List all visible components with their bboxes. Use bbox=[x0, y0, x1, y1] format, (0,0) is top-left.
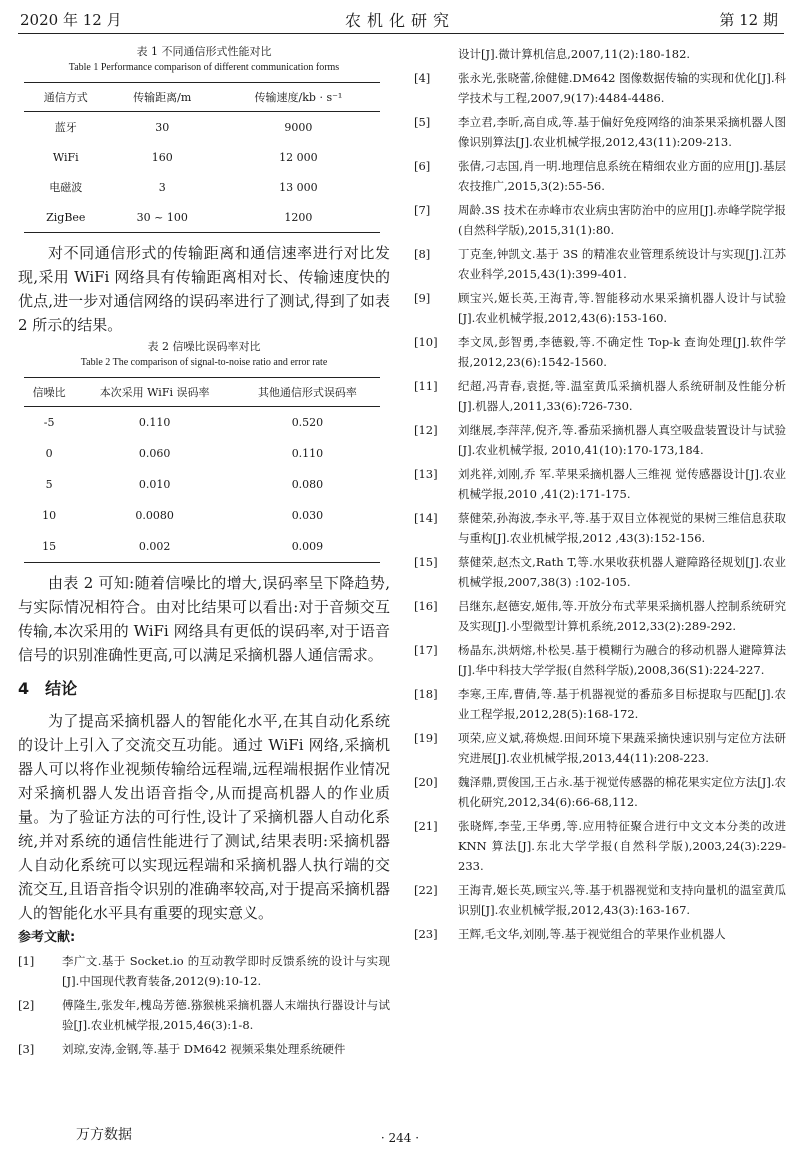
table-cell: 0.110 bbox=[138, 416, 171, 429]
reference-item bbox=[414, 508, 786, 548]
page-number: · 244 · bbox=[380, 1131, 420, 1145]
section-heading-conclusion bbox=[18, 677, 390, 701]
section-title: 结论 bbox=[45, 679, 78, 698]
reference-text: 张倩,刁志国,肖一明.地理信息系统在精细农业方面的应用[J].基层农技推广,2015,3(2):55-56. bbox=[458, 159, 786, 193]
table-cell: 0.110 bbox=[291, 447, 324, 460]
reference-text: 纪超,冯青春,袁挺,等.温室黄瓜采摘机器人系统研制及性能分析[J].机器人,2011,33(6):726-730. bbox=[458, 379, 786, 413]
reference-item bbox=[414, 68, 786, 108]
reference-number: [20] bbox=[414, 775, 438, 789]
reference-number: [7] bbox=[414, 203, 431, 217]
right-column bbox=[414, 44, 786, 948]
references-heading: 参考文献: bbox=[18, 930, 76, 945]
reference-text: 杨晶东,洪炳熔,朴松昊.基于模糊行为融合的移动机器人避障算法[J].华中科技大学学报(自然科学版),2008,36(S1):224-227. bbox=[458, 643, 786, 677]
reference-number: [17] bbox=[414, 643, 438, 657]
reference-item bbox=[414, 44, 786, 64]
reference-text: 李文凤,彭智勇,李德毅,等.不确定性 Top-k 查询处理[J].软件学报,2012,23(6):1542-1560. bbox=[458, 335, 786, 369]
reference-text: 刘琼,安涛,金钢,等.基于 DM642 视频采集处理系统硬件 bbox=[62, 1042, 346, 1056]
footer-source: 万方数据 bbox=[76, 1127, 132, 1143]
table-cell: 5 bbox=[45, 478, 53, 491]
reference-number: [4] bbox=[414, 71, 431, 85]
table1-header-row bbox=[24, 83, 380, 112]
table-cell: 13 000 bbox=[279, 180, 318, 194]
left-column bbox=[18, 44, 390, 1063]
reference-item bbox=[414, 552, 786, 592]
reference-number: [11] bbox=[414, 379, 438, 393]
reference-text: 设计[J].微计算机信息,2007,11(2):180-182. bbox=[458, 47, 691, 61]
journal-title: 农机化研究 bbox=[344, 11, 455, 30]
reference-text: 张永光,张晓蕾,徐健健.DM642 图像数据传输的实现和优化[J].科学技术与工程,2007,9(17):4484-4486. bbox=[458, 71, 786, 105]
table1-header-cell: 传输速度/kb · s⁻¹ bbox=[217, 83, 380, 112]
references-list-right bbox=[414, 44, 786, 944]
reference-number: [22] bbox=[414, 883, 438, 897]
reference-number: [12] bbox=[414, 423, 438, 437]
references-list-left bbox=[18, 951, 390, 1059]
reference-item bbox=[414, 640, 786, 680]
table-cell: 15 bbox=[24, 531, 74, 563]
reference-item bbox=[414, 112, 786, 152]
table-cell: 0.0080 bbox=[135, 509, 174, 522]
reference-number: [13] bbox=[414, 467, 438, 481]
table-cell: 0.030 bbox=[291, 509, 324, 522]
table-row bbox=[24, 469, 380, 500]
section-number: 4 bbox=[18, 679, 30, 698]
reference-number: [19] bbox=[414, 731, 438, 745]
reference-text: 周龄.3S 技术在赤峰市农业病虫害防治中的应用[J].赤峰学院学报(自然科学版),2015,31(1):80. bbox=[458, 203, 786, 237]
reference-text: 王辉,毛文华,刘刚,等.基于视觉组合的苹果作业机器人 bbox=[458, 927, 726, 941]
table2-header-cell: 信噪比 bbox=[24, 378, 74, 407]
reference-item bbox=[414, 200, 786, 240]
table-cell: 9000 bbox=[284, 120, 313, 134]
reference-item bbox=[18, 951, 390, 991]
table2-header-row bbox=[24, 378, 380, 407]
reference-number: [9] bbox=[414, 291, 431, 305]
table-cell: 160 bbox=[151, 150, 173, 164]
reference-number: [2] bbox=[18, 998, 35, 1012]
table-cell: WiFi bbox=[52, 150, 79, 164]
reference-item bbox=[414, 332, 786, 372]
running-header bbox=[0, 0, 800, 34]
paragraph-analysis: 由表 2 可知:随着信噪比的增大,误码率呈下降趋势,与实际情况相符合。由对比结果可以看出:对于音频交互传输,本次采用的 WiFi 网络具有更低的误码率,对于语音信号的识别准确性更高,可以满足采摘机器人通信需求。 bbox=[18, 574, 390, 664]
reference-item bbox=[414, 728, 786, 768]
reference-number: [23] bbox=[414, 927, 438, 941]
table-cell: 电磁波 bbox=[49, 181, 83, 194]
table-row bbox=[24, 202, 380, 233]
reference-number: [14] bbox=[414, 511, 438, 525]
table-cell: 12 000 bbox=[279, 150, 318, 164]
reference-text: 魏泽鼎,贾俊国,王占永.基于视觉传感器的棉花果实定位方法[J].农机化研究,2012,34(6):66-68,112. bbox=[458, 775, 786, 809]
reference-item bbox=[18, 1039, 390, 1059]
reference-number: [8] bbox=[414, 247, 431, 261]
reference-text: 张晓辉,李莹,王华勇,等.应用特征聚合进行中文文本分类的改进 KNN 算法[J].东北大学学报(自然科学版),2003,24(3):229-233. bbox=[458, 819, 786, 873]
issue-number: 第 12 期 bbox=[719, 11, 778, 29]
reference-text: 蔡健荣,孙海波,李永平,等.基于双目立体视觉的果树三维信息获取与重构[J].农业机械学报,2012 ,43(3):152-156. bbox=[458, 511, 786, 545]
reference-item bbox=[414, 772, 786, 812]
reference-item bbox=[18, 995, 390, 1035]
table-cell: 1200 bbox=[217, 202, 380, 233]
table1 bbox=[24, 82, 380, 233]
reference-text: 项荣,应义斌,蒋焕煜.田间环境下果蔬采摘快速识别与定位方法研究进展[J].农业机械学报,2013,44(11):208-223. bbox=[458, 731, 786, 765]
reference-number: [3] bbox=[18, 1042, 35, 1056]
reference-number: [5] bbox=[414, 115, 431, 129]
table-cell: 3 bbox=[158, 180, 166, 194]
table-row bbox=[24, 142, 380, 172]
table-cell: 0.009 bbox=[235, 531, 380, 563]
reference-text: 李广文.基于 Socket.io 的互动教学即时反馈系统的设计与实现[J].中国现代教育装备,2012(9):10-12. bbox=[62, 954, 390, 988]
table-row bbox=[24, 172, 380, 202]
table-cell: 蓝牙 bbox=[54, 121, 77, 134]
reference-number: [16] bbox=[414, 599, 438, 613]
table-cell: ZigBee bbox=[24, 202, 108, 233]
reference-item bbox=[414, 244, 786, 284]
reference-text: 顾宝兴,姬长英,王海青,等.智能移动水果采摘机器人设计与试验[J].农业机械学报,2012,43(6):153-160. bbox=[458, 291, 786, 325]
reference-text: 李寒,王库,曹倩,等.基于机器视觉的番茄多目标提取与匹配[J].农业工程学报,2012,28(5):168-172. bbox=[458, 687, 786, 721]
table1-caption-en: Table 1 Performance comparison of different communication forms bbox=[68, 62, 340, 73]
table-row bbox=[24, 112, 380, 143]
table-cell: 30 bbox=[155, 120, 170, 134]
table1-header-cell: 传输距离/m bbox=[108, 83, 217, 112]
reference-item bbox=[414, 684, 786, 724]
reference-number: [10] bbox=[414, 335, 438, 349]
reference-text: 吕继东,赵德安,姬伟,等.开放分布式苹果采摘机器人控制系统研究及实现[J].小型微型计算机系统,2012,33(2):289-292. bbox=[458, 599, 786, 633]
header-date: 2020 年 12 月 bbox=[20, 11, 122, 29]
reference-item bbox=[414, 464, 786, 504]
table-row bbox=[24, 407, 380, 439]
reference-item bbox=[414, 596, 786, 636]
reference-item bbox=[414, 816, 786, 876]
table-cell: 30 ~ 100 bbox=[108, 202, 217, 233]
reference-item bbox=[414, 924, 786, 944]
table-row bbox=[24, 500, 380, 531]
reference-number: [6] bbox=[414, 159, 431, 173]
reference-text: 李立君,李昕,高自成,等.基于偏好免疫网络的油茶果采摘机器人图像识别算法[J].农业机械学报,2012,43(11):209-213. bbox=[458, 115, 786, 149]
paragraph-comparison: 对不同通信形式的传输距离和通信速率进行对比发现,采用 WiFi 网络具有传输距离相对长、传输速度快的优点,进一步对通信网络的误码率进行了测试,得到了如表 2 所示的结果。 bbox=[18, 244, 390, 334]
reference-number: [18] bbox=[414, 687, 438, 701]
reference-item bbox=[414, 420, 786, 460]
reference-text: 丁克奎,钟凯文.基于 3S 的精准农业管理系统设计与实现[J].江苏农业科学,2015,43(1):399-401. bbox=[458, 247, 786, 281]
table2-caption-en: Table 2 The comparison of signal-to-noise ratio and error rate bbox=[80, 357, 328, 368]
reference-item bbox=[414, 156, 786, 196]
reference-text: 刘兆祥,刘刚,乔 军.苹果采摘机器人三维视 觉传感器设计[J].农业机械学报,2010 ,41(2):171-175. bbox=[458, 467, 786, 501]
table2-header-cell: 本次采用 WiFi 误码率 bbox=[74, 378, 235, 407]
table1-caption-cn: 表 1 不同通信形式性能对比 bbox=[136, 45, 272, 58]
table-row bbox=[24, 438, 380, 469]
table-cell: 0.060 bbox=[138, 447, 171, 460]
reference-number: [1] bbox=[18, 954, 35, 968]
table-row bbox=[24, 531, 380, 563]
reference-text: 蔡健荣,赵杰文,Rath T,等.水果收获机器人避障路径规划[J].农业机械学报,2007,38(3) :102-105. bbox=[458, 555, 786, 589]
reference-item bbox=[414, 880, 786, 920]
table1-header-cell: 通信方式 bbox=[24, 83, 108, 112]
table2 bbox=[24, 377, 380, 563]
reference-text: 王海青,姬长英,顾宝兴,等.基于机器视觉和支持向量机的温室黄瓜识别[J].农业机械学报,2012,43(3):163-167. bbox=[458, 883, 786, 917]
table-cell: 0 bbox=[45, 447, 53, 460]
reference-number: [21] bbox=[414, 819, 438, 833]
table-cell: 0.002 bbox=[74, 531, 235, 563]
reference-number: [15] bbox=[414, 555, 438, 569]
paragraph-conclusion: 为了提高采摘机器人的智能化水平,在其自动化系统的设计上引入了交流交互功能。通过 WiFi 网络,采摘机器人可以将作业视频传输给远程端,远程端根据作业情况对采摘机器人发出语音指令,从而提高机器人的作业质量。为了验证方法的可行性,设计了采摘机器人自动化系统,并对系统的通信性能进行了测试,结果表明:采摘机器人自动化系统可以实现远程端和采摘机器人执行端的交流交互,且语音指令识别的准确率较高,对于提高采摘机器人的智能化水平具有重要的现实意义。 bbox=[18, 712, 390, 922]
reference-item bbox=[414, 376, 786, 416]
table-cell: 0.520 bbox=[291, 416, 324, 429]
table2-header-cell: 其他通信形式误码率 bbox=[235, 378, 380, 407]
table-cell: 0.010 bbox=[138, 478, 171, 491]
reference-text: 傅隆生,张发年,槐岛芳德.猕猴桃采摘机器人末端执行器设计与试验[J].农业机械学报,2015,46(3):1-8. bbox=[62, 998, 390, 1032]
reference-text: 刘继展,李萍萍,倪齐,等.番茄采摘机器人真空吸盘装置设计与试验[J].农业机械学报, 2010,41(10):170-173,184. bbox=[458, 423, 786, 457]
table2-caption-cn: 表 2 信噪比误码率对比 bbox=[147, 340, 261, 353]
table-cell: 0.080 bbox=[291, 478, 324, 491]
header-rule bbox=[18, 33, 784, 34]
table-cell: 10 bbox=[42, 509, 57, 522]
reference-item bbox=[414, 288, 786, 328]
table-cell: -5 bbox=[43, 416, 55, 429]
